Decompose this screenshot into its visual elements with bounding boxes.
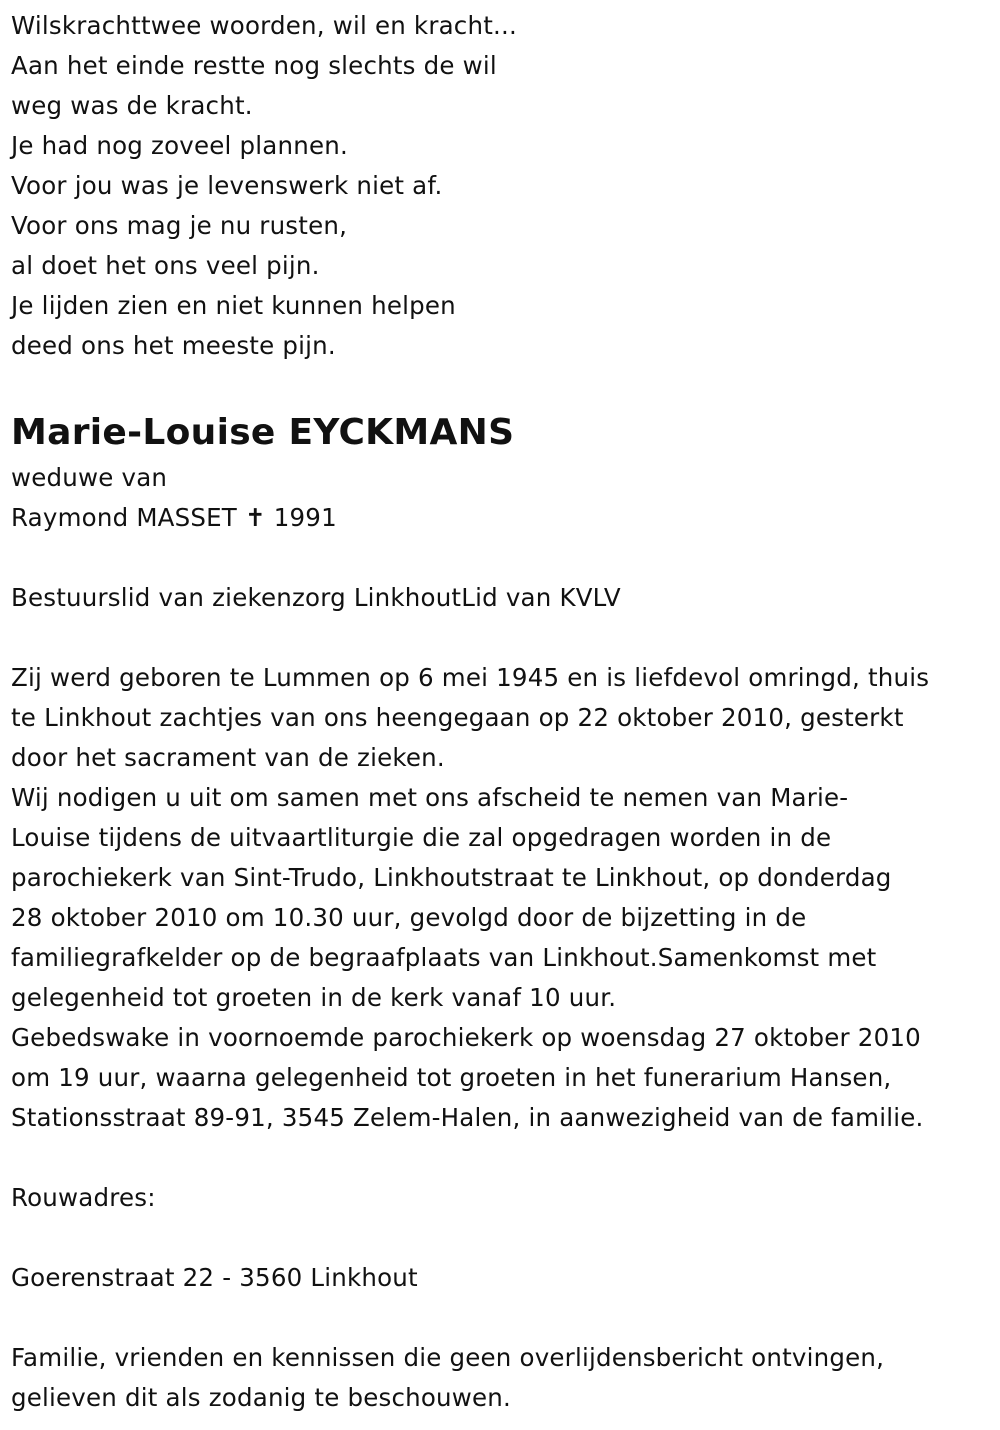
text-line: Gebedswake in voornoemde parochiekerk op woensdag 27 oktober 2010 [11, 1023, 921, 1052]
spouse-name: Raymond MASSET [11, 503, 237, 532]
spacer [11, 1218, 996, 1258]
obituary-notice [11, 6, 996, 1418]
cross-icon: ✝ [244, 503, 266, 532]
spacer [11, 1138, 996, 1178]
widow-of-label: weduwe van [11, 463, 168, 492]
poem-line: deed ons het meeste pijn. [11, 331, 336, 360]
spacer [11, 618, 996, 658]
funeral-paragraph [11, 778, 996, 1018]
text-line: Zij werd geboren te Lummen op 6 mei 1945 en is liefdevol omringd, thuis [11, 663, 930, 692]
birth-death-paragraph [11, 658, 996, 778]
mourning-address-label: Rouwadres: [11, 1183, 156, 1212]
text-line: door het sacrament van de zieken. [11, 743, 445, 772]
text-line: familiegrafkelder op de begraafplaats van Linkhout.Samenkomst met [11, 943, 877, 972]
text-line: Wij nodigen u uit om samen met ons afscheid te nemen van Marie- [11, 783, 849, 812]
poem-line: weg was de kracht. [11, 91, 253, 120]
text-line: gelegenheid tot groeten in de kerk vanaf 10 uur. [11, 983, 617, 1012]
spacer [11, 538, 996, 578]
spacer [11, 1298, 996, 1338]
poem-line: Voor ons mag je nu rusten, [11, 211, 348, 240]
poem-line: Voor jou was je levenswerk niet af. [11, 171, 443, 200]
text-line: Stationsstraat 89-91, 3545 Zelem-Halen, in aanwezigheid van de familie. [11, 1103, 924, 1132]
spouse-line [11, 498, 996, 538]
text-line: te Linkhout zachtjes van ons heengegaan op 22 oktober 2010, gesterkt [11, 703, 904, 732]
deceased-name: Marie-Louise EYCKMANS [11, 412, 515, 453]
poem-line: Aan het einde restte nog slechts de wil [11, 51, 497, 80]
text-line: 28 oktober 2010 om 10.30 uur, gevolgd door de bijzetting in de [11, 903, 807, 932]
closing-note [11, 1338, 996, 1418]
memberships: Bestuurslid van ziekenzorg LinkhoutLid van KVLV [11, 583, 621, 612]
poem-line: Je had nog zoveel plannen. [11, 131, 348, 160]
text-line: gelieven dit als zodanig te beschouwen. [11, 1383, 512, 1412]
poem-line: Je lijden zien en niet kunnen helpen [11, 291, 456, 320]
poem-line: Wilskrachttwee woorden, wil en kracht... [11, 11, 517, 40]
text-line: Familie, vrienden en kennissen die geen overlijdensbericht ontvingen, [11, 1343, 885, 1372]
vigil-paragraph [11, 1018, 996, 1138]
text-line: om 19 uur, waarna gelegenheid tot groeten in het funerarium Hansen, [11, 1063, 892, 1092]
text-line: parochiekerk van Sint-Trudo, Linkhoutstraat te Linkhout, op donderdag [11, 863, 892, 892]
text-line: Louise tijdens de uitvaartliturgie die zal opgedragen worden in de [11, 823, 832, 852]
memorial-poem [11, 6, 996, 366]
spouse-death-year: 1991 [273, 503, 337, 532]
poem-line: al doet het ons veel pijn. [11, 251, 320, 280]
mourning-address: Goerenstraat 22 - 3560 Linkhout [11, 1263, 418, 1292]
